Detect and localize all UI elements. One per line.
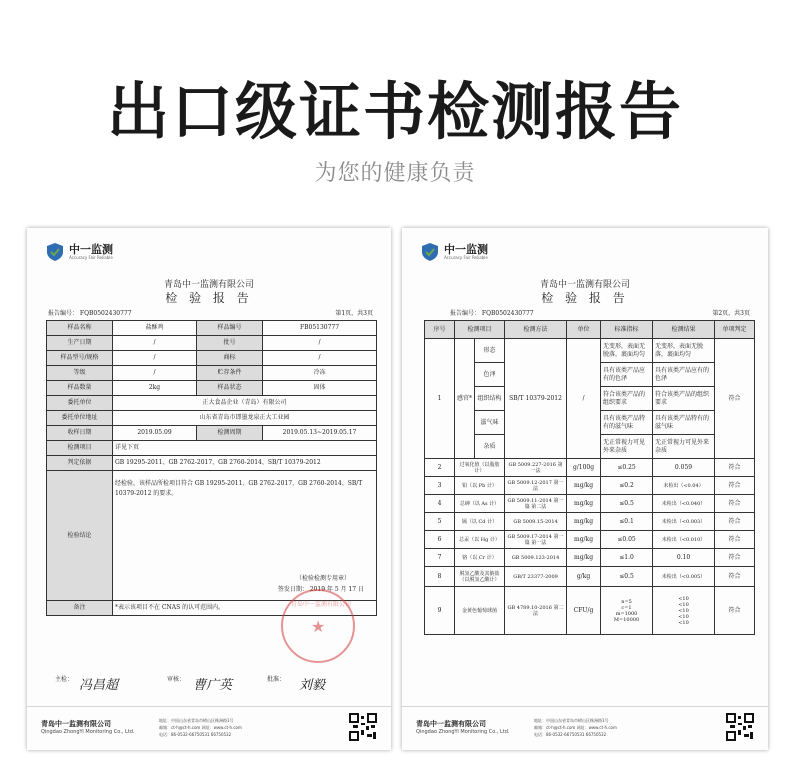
table-row: [425, 477, 755, 495]
cell-value: 2019.05.09: [113, 426, 197, 441]
cell-value: 固体: [263, 381, 377, 396]
brand-tagline: Accuracy Fair Reliable: [444, 255, 488, 260]
cell-label: 样品型号/规格: [47, 351, 113, 366]
cell-result: 具有该类产品应有的色泽: [653, 363, 715, 387]
cell-verdict: 符合: [715, 567, 755, 587]
cell-result: 无正常视力可见外来杂质: [653, 435, 715, 459]
footer-company: 青岛中一监测有限公司: [41, 720, 111, 728]
cell-label: 检测项目: [47, 441, 113, 456]
cell-no: 6: [425, 531, 455, 549]
report-page-1: [27, 228, 391, 750]
cell-label: 样品编号: [197, 321, 263, 336]
doc-company: 青岛中一监测有限公司: [539, 280, 630, 290]
subheadline: 为您的健康负责: [314, 161, 476, 186]
cell-unit: g/100g: [567, 459, 601, 477]
table-row: [425, 513, 755, 531]
cell-item: 金黄色葡萄球菌: [455, 587, 505, 635]
cell-no: 3: [425, 477, 455, 495]
brand-logo: [45, 242, 113, 262]
cell-std: ≤0.1: [601, 513, 653, 531]
cell-value: /: [263, 351, 377, 366]
cell-method: GB 5009.12-2017 第一法: [505, 477, 567, 495]
cell-result: 具有该类产品特有的滋气味: [653, 411, 715, 435]
cell-std: 具有该类产品应有的色泽: [601, 363, 653, 387]
cell-result: 未检出（<0.003）: [653, 513, 715, 531]
page-number: 第1页，共3页: [335, 310, 373, 317]
cell-result: 0.10: [653, 549, 715, 567]
official-seal: [281, 589, 355, 663]
col-header: 标准指标: [601, 321, 653, 339]
std-line: M=10000: [613, 616, 640, 623]
cell-subitem: 色泽: [475, 363, 505, 387]
cell-label: 商标: [197, 351, 263, 366]
result-line: <10: [678, 601, 689, 608]
cell-method: GB 5009.11-2014 第一篇 第二法: [505, 495, 567, 513]
result-line: <10: [678, 595, 689, 602]
reviewer-signature: 曹广英: [193, 678, 233, 693]
headline: 出口级证书检测报告: [106, 75, 683, 148]
approver-signature: 刘毅: [299, 678, 326, 693]
cell-result: 0.059: [653, 459, 715, 477]
footer-company: 青岛中一监测有限公司: [416, 720, 486, 728]
cell-value: /: [113, 336, 197, 351]
cell-result: 未检出（<0.010）: [653, 531, 715, 549]
result-line: <10: [678, 613, 689, 620]
cell-result: 未检出（<0.040）: [653, 495, 715, 513]
col-header: 单位: [567, 321, 601, 339]
cell-subitem: 杂质: [475, 435, 505, 459]
main-inspector-label: 主检：: [55, 676, 74, 683]
cell-verdict: 符合: [715, 495, 755, 513]
cell-item: 铬（以 Cr 计）: [455, 549, 505, 567]
col-header: 检测项目: [455, 321, 505, 339]
cell-value: FB05130777: [263, 321, 377, 336]
cell-std: ≤1.0: [601, 549, 653, 567]
cell-unit: mg/kg: [567, 531, 601, 549]
cell-value: 盐酥鸡: [113, 321, 197, 336]
table-row: [425, 495, 755, 513]
brand-tagline: Accuracy Fair Reliable: [69, 255, 113, 260]
footer-web: 邮箱：ct-h@ct-h.com 网址：www.ct-h.com: [534, 725, 617, 730]
cell-result: 符合该类产品的组织要求: [653, 387, 715, 411]
doc-footer: [402, 706, 768, 750]
cell-value: 冷冻: [263, 366, 377, 381]
cell-std: ≤0.5: [601, 495, 653, 513]
cell-subitem: 形态: [475, 339, 505, 363]
col-header: 单项判定: [715, 321, 755, 339]
cell-label: 检测周期: [197, 426, 263, 441]
cell-std: 无变形，表面无脱落，裹面均匀: [601, 339, 653, 363]
cell-std: 具有该类产品特有的滋气味: [601, 411, 653, 435]
cell-label: 判定依据: [47, 456, 113, 471]
cell-std: ≤0.25: [601, 459, 653, 477]
cell-value: /: [113, 366, 197, 381]
cell-value: 正大食品企业（青岛）有限公司: [113, 396, 377, 411]
cell-result: 未检出（<0.04）: [653, 477, 715, 495]
cell-item: 镉（以 Cd 计）: [455, 513, 505, 531]
cell-value: GB 19295-2011、GB 2762-2017、GB 2760-2014、SB/T 10379-2012: [113, 456, 377, 471]
cell-subitem: 滋气味: [475, 411, 505, 435]
cell-result: 未检出（<0.005）: [653, 567, 715, 587]
cell-verdict: 符合: [715, 531, 755, 549]
sample-info-table: [46, 320, 377, 616]
table-row: [425, 567, 755, 587]
cell-method: GB 5009.17-2014 第一篇 第一法: [505, 531, 567, 549]
table-row: [425, 549, 755, 567]
star-icon: ★: [311, 617, 326, 636]
footer-address: 地址：中国山东省青岛市崂山区株洲路1号: [534, 718, 609, 723]
cell-verdict: 符合: [715, 549, 755, 567]
cell-label: 检验结论: [47, 471, 113, 601]
cell-unit: g/kg: [567, 567, 601, 587]
cell-method: SB/T 10379-2012: [505, 339, 567, 459]
result-line: <10: [678, 607, 689, 614]
doc-title: 检 验 报 告: [165, 291, 253, 305]
cell-label: 批号: [197, 336, 263, 351]
footer-phone: 电话：86-0532-66750531 66750532: [534, 732, 607, 737]
cell-value: /: [263, 336, 377, 351]
cell-no: 2: [425, 459, 455, 477]
shield-logo-icon: [45, 242, 65, 262]
cell-label: 委托单位地址: [47, 411, 113, 426]
footer-contact: [534, 717, 617, 738]
result-line: <10: [678, 619, 689, 626]
cell-std: [601, 587, 653, 635]
footer-company-en: Qingdao ZhongYi Monitoring Co., Ltd.: [41, 729, 135, 735]
table-row: [425, 587, 755, 635]
cell-label: 贮存条件: [197, 366, 263, 381]
footer-web: 邮箱：ct-h@ct-h.com 网址：www.ct-h.com: [159, 725, 242, 730]
cell-unit: mg/kg: [567, 495, 601, 513]
cell-unit: /: [567, 339, 601, 459]
cell-label: 样品名称: [47, 321, 113, 336]
cell-method: GB 5009.123-2014: [505, 549, 567, 567]
cell-verdict: 符合: [715, 587, 755, 635]
doc-title: 检 验 报 告: [541, 291, 629, 305]
cell-verdict: 符合: [715, 459, 755, 477]
cell-verdict: 符合: [715, 477, 755, 495]
cell-std: ≤0.5: [601, 567, 653, 587]
cell-result: [653, 587, 715, 635]
cell-method: GB 4789.10-2016 第二法: [505, 587, 567, 635]
qr-code-icon: [726, 713, 754, 741]
conclusion-cell: [113, 471, 377, 601]
cell-label: 备注: [47, 601, 113, 616]
cell-method: GB 5009.227-2016 第一法: [505, 459, 567, 477]
report-page-2: [402, 228, 768, 750]
cell-item: 感官*: [455, 339, 475, 459]
col-header: 检测方法: [505, 321, 567, 339]
cell-std: ≤0.2: [601, 477, 653, 495]
cell-label: 委托单位: [47, 396, 113, 411]
cell-unit: CFU/g: [567, 587, 601, 635]
stamp-caption: （检验检测专用章）: [295, 575, 350, 582]
cell-value: 2019.05.13~2019.05.17: [263, 426, 377, 441]
brand-logo: [420, 242, 488, 262]
cell-no: 8: [425, 567, 455, 587]
std-line: c=1: [621, 604, 632, 611]
cell-value: /: [113, 351, 197, 366]
cell-method: GB 5009.15-2014: [505, 513, 567, 531]
footer-address: 地址：中国山东省青岛市崂山区株洲路1号: [159, 718, 234, 723]
cell-no: 4: [425, 495, 455, 513]
report-number: 报告编号： FQB0502430777: [48, 310, 132, 317]
cell-std: ≤0.05: [601, 531, 653, 549]
cell-value: 山东省青岛市即墨龙泉正大工业园: [113, 411, 377, 426]
test-results-table: [424, 320, 755, 635]
table-row: [425, 531, 755, 549]
table-row: [425, 459, 755, 477]
cell-label: 收样日期: [47, 426, 113, 441]
cell-label: 等级: [47, 366, 113, 381]
shield-logo-icon: [420, 242, 440, 262]
conclusion-text: 经检验，该样品所检项目符合 GB 19295-2011、GB 2762-2017、GB 2760-2014、SB/T 10379-2012 的要求。: [115, 480, 363, 497]
cell-item: 铅（以 Pb 计）: [455, 477, 505, 495]
cell-unit: mg/kg: [567, 513, 601, 531]
reviewer-label: 审核：: [167, 676, 186, 683]
footer-contact: [159, 717, 242, 738]
cell-item: 总汞（以 Hg 计）: [455, 531, 505, 549]
cell-no: 9: [425, 587, 455, 635]
cell-result: 无变形，表面无脱落，裹面均匀: [653, 339, 715, 363]
std-line: m=1000: [615, 610, 638, 617]
cell-no: 5: [425, 513, 455, 531]
footer-company-en: Qingdao ZhongYi Monitoring Co., Ltd.: [416, 729, 510, 735]
qr-code-icon: [349, 713, 377, 741]
page-number: 第2页，共3页: [712, 310, 750, 317]
cell-no: 1: [425, 339, 455, 459]
approver-label: 批准：: [267, 676, 286, 683]
cell-item: 过氧化值（以脂肪计）: [455, 459, 505, 477]
doc-footer: [27, 706, 391, 750]
seal-text: 青岛中一监测有限公司: [291, 601, 352, 608]
cell-value: 2kg: [113, 381, 197, 396]
cell-subitem: 组织结构: [475, 387, 505, 411]
brand-name: 中一监测: [69, 243, 113, 256]
cell-no: 7: [425, 549, 455, 567]
footer-phone: 电话：86-0532-66750531 66750532: [159, 732, 232, 737]
col-header: 检测结果: [653, 321, 715, 339]
brand-name: 中一监测: [444, 243, 488, 256]
cell-unit: mg/kg: [567, 477, 601, 495]
cell-std: 无正常视力可见外来杂质: [601, 435, 653, 459]
main-inspector-signature: 冯昌超: [79, 678, 119, 693]
cell-verdict: 符合: [715, 339, 755, 459]
cell-std: 符合该类产品的组织要求: [601, 387, 653, 411]
cell-label: 生产日期: [47, 336, 113, 351]
sign-date: 签发日期： 2019 年 5 月 17 日: [277, 586, 364, 593]
cell-value: *表示该项目不在 CNAS 的认可范围内。: [113, 601, 377, 616]
cell-label: 样品状态: [197, 381, 263, 396]
cell-label: 样品数量: [47, 381, 113, 396]
doc-company: 青岛中一监测有限公司: [163, 280, 254, 290]
cell-method: GB/T 23377-2009: [505, 567, 567, 587]
col-header: 序号: [425, 321, 455, 339]
std-line: n=5: [621, 598, 632, 605]
cell-verdict: 符合: [715, 513, 755, 531]
cell-unit: mg/kg: [567, 549, 601, 567]
cell-value: 详见下页: [113, 441, 377, 456]
report-number: 报告编号： FQB0502430777: [450, 310, 534, 317]
cell-item: 总砷（以 As 计）: [455, 495, 505, 513]
cell-item: 脱氢乙酸及其钠盐（以脱氢乙酸计）: [455, 567, 505, 587]
